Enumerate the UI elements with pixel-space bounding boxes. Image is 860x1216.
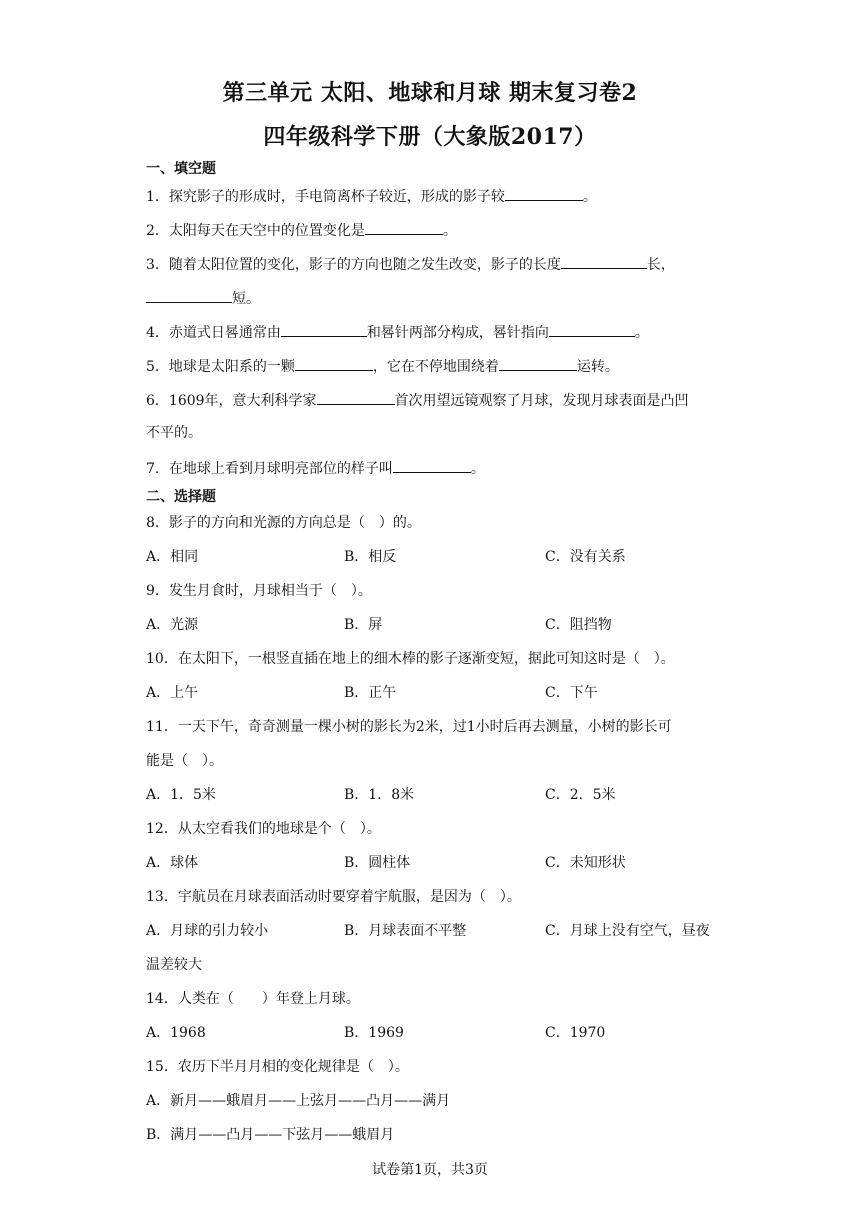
question-13: 13．宇航员在月球表面活动时要穿着宇航服，是因为（ ）。 bbox=[146, 889, 521, 905]
option-b[interactable]: B．相反 bbox=[344, 549, 397, 565]
question-7: 7．在地球上看到月球明亮部位的样子叫 。 bbox=[146, 458, 485, 478]
option-a[interactable]: A．月球的引力较小 bbox=[146, 923, 269, 939]
option-a[interactable]: A．新月——蛾眉月——上弦月——凸月——满月 bbox=[146, 1093, 451, 1109]
question-12: 12．从太空看我们的地球是个（ ）。 bbox=[146, 821, 381, 837]
option-c[interactable]: C．没有关系 bbox=[545, 549, 626, 565]
question-9: 9．发生月食时，月球相当于（ ）。 bbox=[146, 583, 372, 599]
answer-blank[interactable] bbox=[499, 356, 577, 371]
question-5: 5．地球是太阳系的一颗 ，它在不停地围绕着 运转。 bbox=[146, 356, 619, 376]
option-c[interactable]: C．2．5米 bbox=[545, 787, 616, 803]
section-heading-multiple-choice: 二、选择题 bbox=[146, 489, 216, 505]
option-a[interactable]: A．1968 bbox=[146, 1025, 206, 1041]
question-6-cont: 不平的。 bbox=[146, 425, 202, 441]
option-b[interactable]: B．圆柱体 bbox=[344, 855, 411, 871]
option-c[interactable]: C．下午 bbox=[545, 685, 598, 701]
answer-blank[interactable] bbox=[549, 322, 635, 337]
page-footer: 试卷第1页，共3页 bbox=[372, 1162, 488, 1178]
option-b[interactable]: B．月球表面不平整 bbox=[344, 923, 467, 939]
answer-blank[interactable] bbox=[393, 458, 471, 473]
option-a[interactable]: A．上午 bbox=[146, 685, 199, 701]
question-6: 6．1609年，意大利科学家 首次用望远镜观察了月球，发现月球表面是凸凹 bbox=[146, 390, 689, 410]
answer-blank[interactable] bbox=[295, 356, 373, 371]
question-4: 4．赤道式日晷通常由 和晷针两部分构成，晷针指向 。 bbox=[146, 322, 649, 342]
question-8: 8．影子的方向和光源的方向总是（ ）的。 bbox=[146, 515, 421, 531]
option-b[interactable]: B．正午 bbox=[344, 685, 397, 701]
option-c[interactable]: C．月球上没有空气，昼夜 bbox=[545, 923, 710, 939]
answer-blank[interactable] bbox=[505, 186, 583, 201]
answer-blank[interactable] bbox=[365, 220, 443, 235]
question-3: 3．随着太阳位置的变化，影子的方向也随之发生改变，影子的长度 长， bbox=[146, 254, 675, 274]
option-a[interactable]: A．光源 bbox=[146, 617, 199, 633]
question-3-cont: 短。 bbox=[146, 288, 260, 308]
question-15: 15．农历下半月月相的变化规律是（ ）。 bbox=[146, 1059, 409, 1075]
answer-blank[interactable] bbox=[146, 288, 232, 303]
page-title: 第三单元 太阳、地球和月球 期末复习卷2 bbox=[222, 80, 638, 106]
question-11-cont: 能是（ ）。 bbox=[146, 753, 223, 769]
option-b[interactable]: B．满月——凸月——下弦月——蛾眉月 bbox=[146, 1127, 395, 1143]
question-10: 10．在太阳下，一根竖直插在地上的细木棒的影子逐渐变短，据此可知这时是（ ）。 bbox=[146, 651, 675, 667]
option-c[interactable]: C．1970 bbox=[545, 1025, 606, 1041]
option-c-cont: 温差较大 bbox=[146, 957, 202, 973]
option-b[interactable]: B．屏 bbox=[344, 617, 383, 633]
option-a[interactable]: A．相同 bbox=[146, 549, 199, 565]
option-b[interactable]: B．1．8米 bbox=[344, 787, 415, 803]
section-heading-fill-blank: 一、填空题 bbox=[146, 161, 216, 177]
answer-blank[interactable] bbox=[317, 390, 395, 405]
question-11: 11．一天下午，奇奇测量一棵小树的影长为2米，过1小时后再去测量，小树的影长可 bbox=[146, 719, 672, 735]
answer-blank[interactable] bbox=[281, 322, 367, 337]
answer-blank[interactable] bbox=[561, 254, 647, 269]
option-b[interactable]: B．1969 bbox=[344, 1025, 404, 1041]
question-14: 14．人类在（ ）年登上月球。 bbox=[146, 991, 360, 1007]
question-2: 2．太阳每天在天空中的位置变化是 。 bbox=[146, 220, 457, 240]
page-subtitle: 四年级科学下册（大象版2017） bbox=[263, 124, 597, 150]
option-a[interactable]: A．球体 bbox=[146, 855, 199, 871]
question-1: 1．探究影子的形成时，手电筒离杯子较近，形成的影子较 。 bbox=[146, 186, 597, 206]
option-a[interactable]: A．1．5米 bbox=[146, 787, 216, 803]
option-c[interactable]: C．未知形状 bbox=[545, 855, 626, 871]
option-c[interactable]: C．阻挡物 bbox=[545, 617, 612, 633]
